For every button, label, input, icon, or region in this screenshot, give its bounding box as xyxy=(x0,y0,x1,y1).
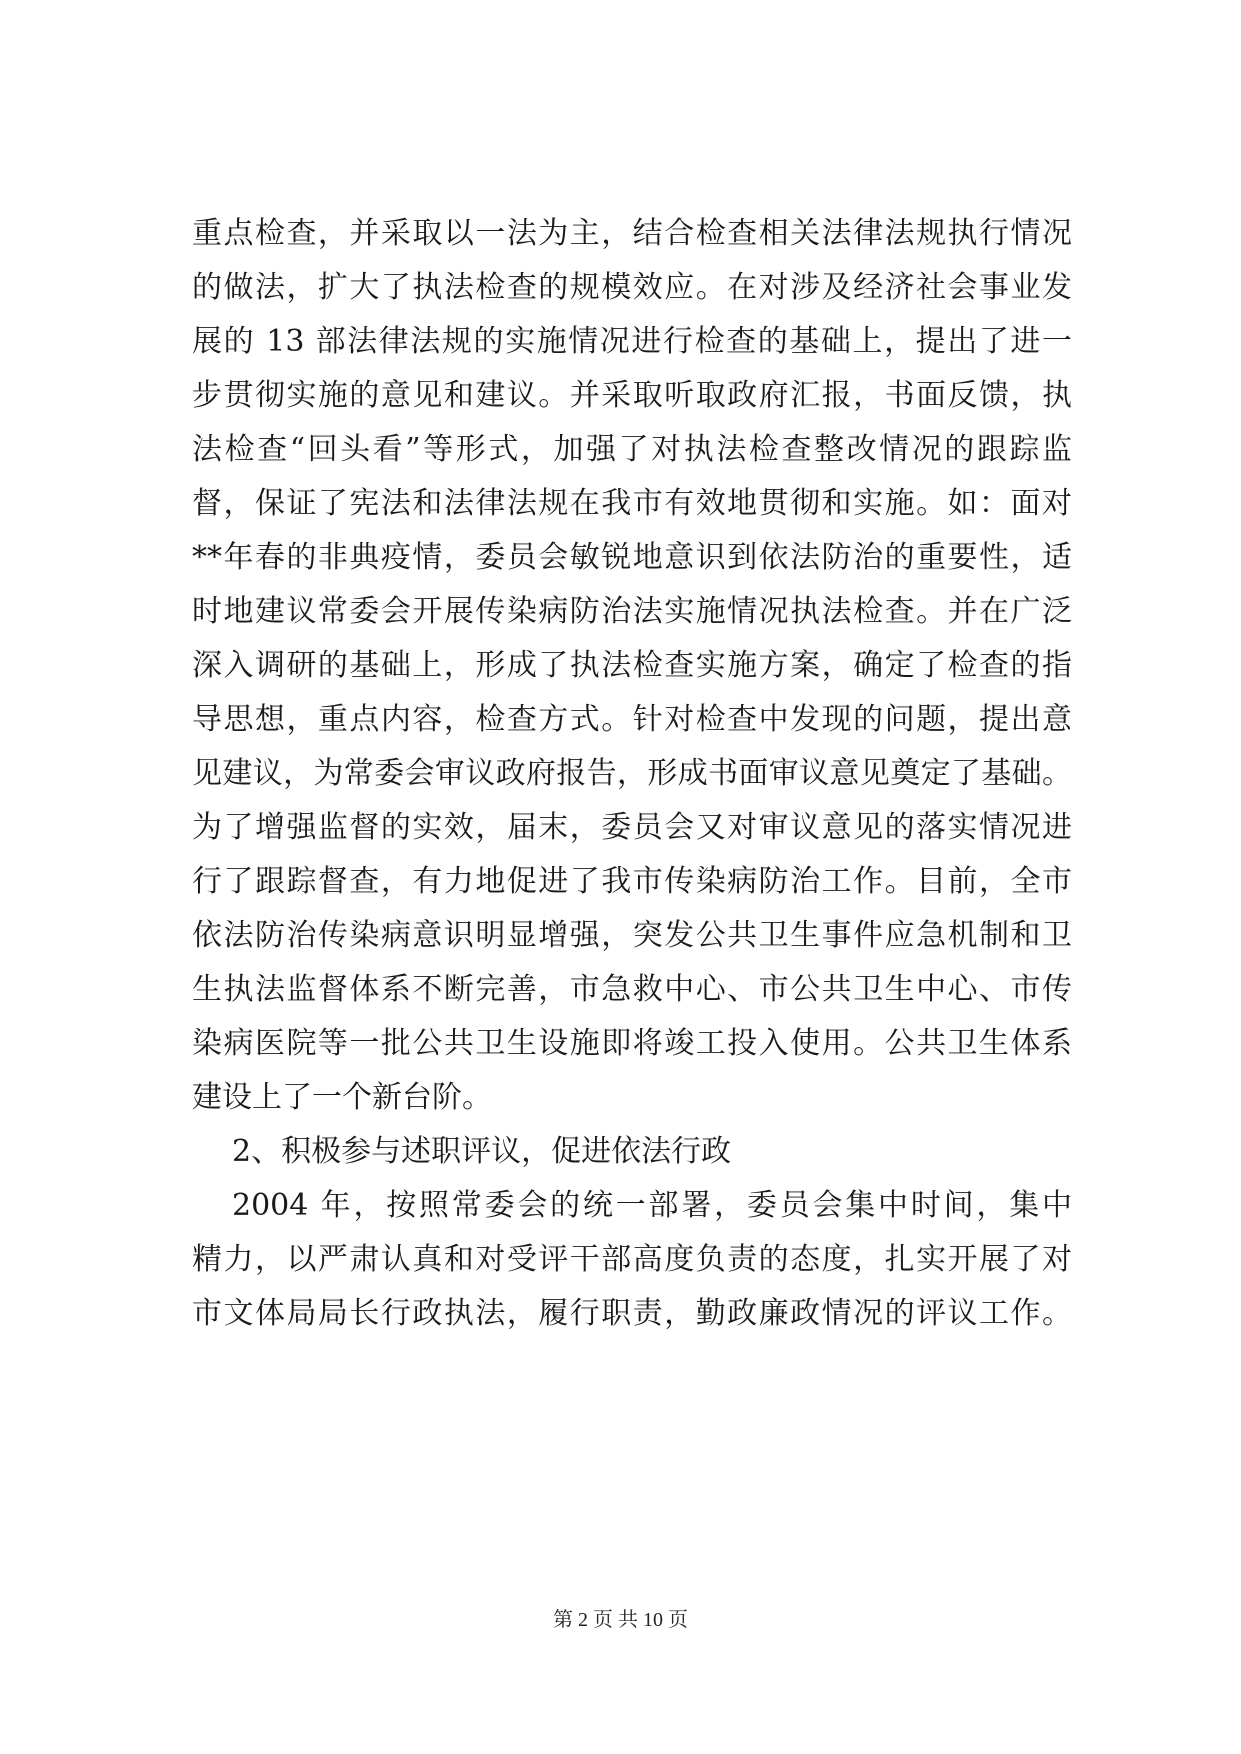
body-line-14: 依法防治传染病意识明显增强，突发公共卫生事件应急机制和卫 xyxy=(192,918,1072,953)
body-line-1: 重点检查，并采取以一法为主，结合检查相关法律法规执行情况 xyxy=(192,216,1072,251)
body-line-6: 督，保证了宪法和法律法规在我市有效地贯彻和实施。如：面对 xyxy=(192,486,1072,521)
section-line-2: 精力，以严肃认真和对受评干部高度负责的态度，扎实开展了对 xyxy=(192,1242,1072,1277)
body-line-12: 为了增强监督的实效，届末，委员会又对审议意见的落实情况进 xyxy=(192,810,1072,845)
body-line-8: 时地建议常委会开展传染病防治法实施情况执法检查。并在广泛 xyxy=(192,594,1072,629)
body-line-2: 的做法，扩大了执法检查的规模效应。在对涉及经济社会事业发 xyxy=(192,270,1072,305)
section-heading: 2、积极参与述职评议，促进依法行政 xyxy=(232,1134,732,1169)
section-line-3: 市文体局局长行政执法，履行职责，勤政廉政情况的评议工作。 xyxy=(192,1296,1072,1331)
body-line-3: 展的 13 部法律法规的实施情况进行检查的基础上，提出了进一 xyxy=(192,324,1072,359)
body-line-13: 行了跟踪督查，有力地促进了我市传染病防治工作。目前，全市 xyxy=(192,864,1072,899)
body-line-5: 法检查“回头看”等形式，加强了对执法检查整改情况的跟踪监 xyxy=(192,432,1072,467)
page-footer: 第 2 页 共 10 页 xyxy=(553,1609,688,1631)
body-line-9: 深入调研的基础上，形成了执法检查实施方案，确定了检查的指 xyxy=(192,648,1072,683)
body-line-4: 步贯彻实施的意见和建议。并采取听取政府汇报，书面反馈，执 xyxy=(192,378,1072,413)
body-line-15: 生执法监督体系不断完善，市急救中心、市公共卫生中心、市传 xyxy=(192,972,1072,1007)
body-line-17: 建设上了一个新台阶。 xyxy=(192,1080,492,1115)
body-line-11: 见建议，为常委会审议政府报告，形成书面审议意见奠定了基础。 xyxy=(192,756,1072,791)
body-line-7: **年春的非典疫情，委员会敏锐地意识到依法防治的重要性，适 xyxy=(192,540,1072,575)
body-line-10: 导思想，重点内容，检查方式。针对检查中发现的问题，提出意 xyxy=(192,702,1072,737)
body-line-16: 染病医院等一批公共卫生设施即将竣工投入使用。公共卫生体系 xyxy=(192,1026,1072,1061)
section-line-1: 2004 年，按照常委会的统一部署，委员会集中时间，集中 xyxy=(232,1188,1072,1223)
